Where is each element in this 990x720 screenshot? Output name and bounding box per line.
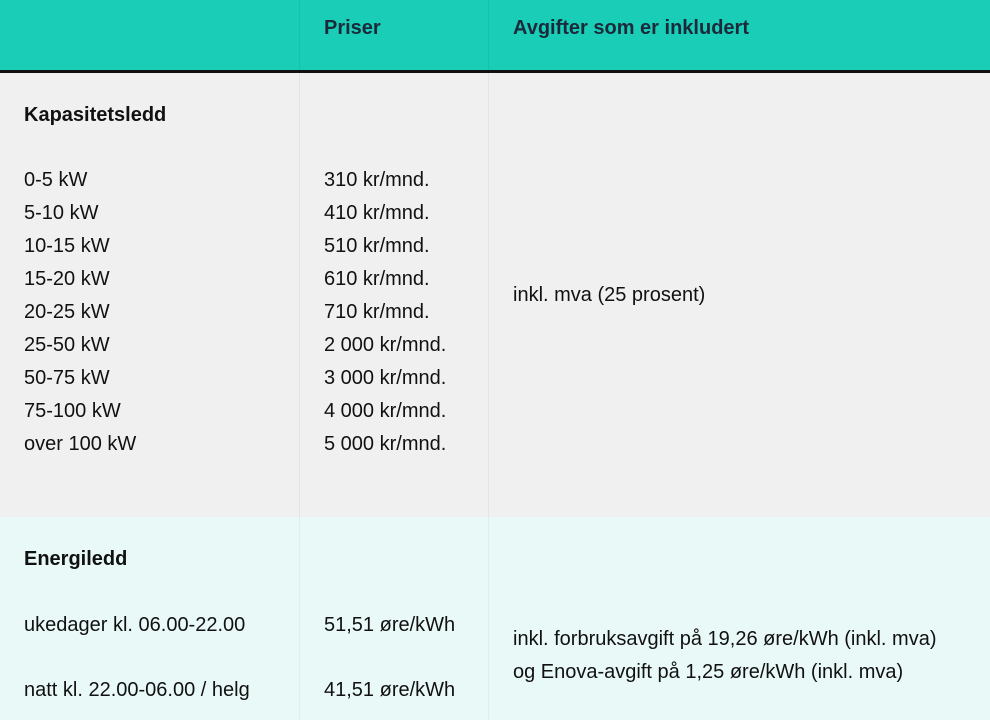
capacity-price: 310 kr/mnd.: [324, 169, 430, 191]
column-divider: [299, 517, 300, 720]
header-col-fees: Avgifter som er inkludert: [513, 17, 749, 39]
capacity-range: 20-25 kW: [24, 301, 110, 323]
capacity-range: 15-20 kW: [24, 268, 110, 290]
capacity-price: 710 kr/mnd.: [324, 301, 430, 323]
capacity-fees: inkl. mva (25 prosent): [513, 284, 706, 306]
capacity-ranges: [24, 164, 294, 461]
capacity-price: 610 kr/mnd.: [324, 268, 430, 290]
energy-fees-line1: inkl. forbruksavgift på 19,26 øre/kWh (inkl. mva): [513, 628, 937, 650]
capacity-prices: [324, 164, 494, 461]
column-divider: [299, 73, 300, 517]
energy-section: [0, 517, 990, 720]
capacity-range: 50-75 kW: [24, 367, 110, 389]
energy-price: 51,51 øre/kWh: [324, 614, 456, 636]
capacity-range: over 100 kW: [24, 433, 137, 455]
capacity-range: 0-5 kW: [24, 169, 88, 191]
energy-title: Energiledd: [24, 548, 128, 570]
energy-period: ukedager kl. 06.00-22.00: [24, 614, 246, 636]
capacity-price: 3 000 kr/mnd.: [324, 367, 447, 389]
capacity-price: 4 000 kr/mnd.: [324, 400, 447, 422]
capacity-range: 10-15 kW: [24, 235, 110, 257]
header-divider: [299, 0, 300, 70]
capacity-price: 510 kr/mnd.: [324, 235, 430, 257]
capacity-range: 25-50 kW: [24, 334, 110, 356]
capacity-price: 2 000 kr/mnd.: [324, 334, 447, 356]
header-divider: [488, 0, 489, 70]
capacity-range: 75-100 kW: [24, 400, 121, 422]
table-header: [0, 0, 990, 73]
energy-period: natt kl. 22.00-06.00 / helg: [24, 679, 250, 701]
capacity-price: 410 kr/mnd.: [324, 202, 430, 224]
header-col-category: [24, 0, 294, 70]
capacity-section: [0, 73, 990, 517]
energy-price: 41,51 øre/kWh: [324, 679, 456, 701]
capacity-range: 5-10 kW: [24, 202, 99, 224]
capacity-price: 5 000 kr/mnd.: [324, 433, 447, 455]
header-col-prices: Priser: [324, 17, 381, 39]
capacity-title: Kapasitetsledd: [24, 104, 167, 126]
column-divider: [488, 517, 489, 720]
energy-fees-line2: og Enova-avgift på 1,25 øre/kWh (inkl. mva): [513, 661, 904, 683]
